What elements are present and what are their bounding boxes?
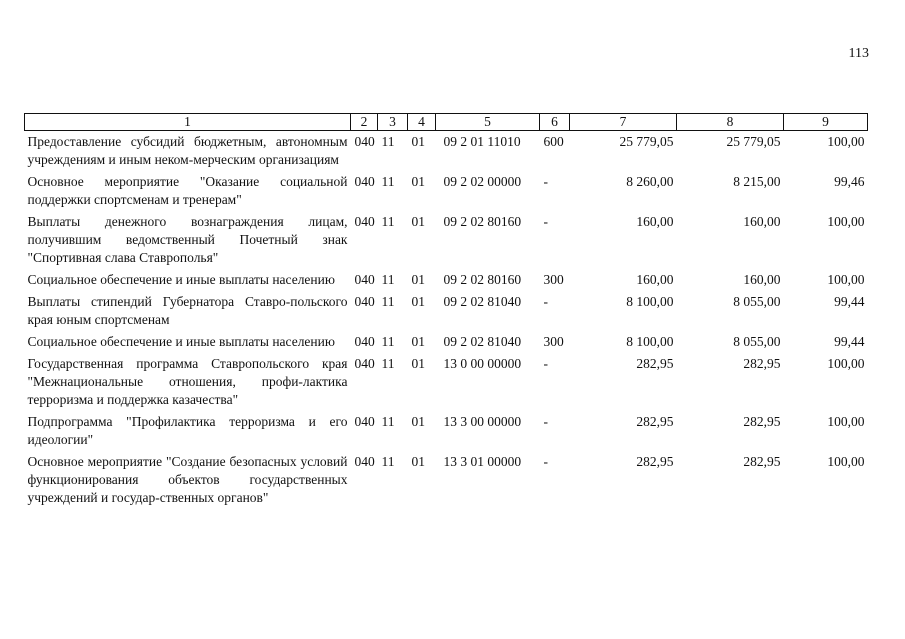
- planned-amount: 282,95: [636, 356, 674, 371]
- row-name: Выплаты денежного вознаграждения лицам, получившим ведомственный Почетный знак "Спортивная слава Ставрополья": [27, 214, 348, 265]
- planned-amount: 282,95: [636, 414, 674, 429]
- column-header-6: 6: [540, 114, 570, 131]
- execution-percent: 99,44: [834, 334, 865, 349]
- row-name: Социальное обеспечение и иные выплаты населению: [27, 272, 335, 287]
- target-article-code: 09 2 02 81040: [443, 294, 522, 309]
- admin-code: 040: [354, 414, 375, 429]
- admin-code: 040: [354, 356, 375, 371]
- planned-amount: 8 260,00: [626, 174, 674, 189]
- section-code: 11: [381, 214, 395, 229]
- planned-amount: 8 100,00: [626, 334, 674, 349]
- subsection-code: 01: [411, 174, 425, 189]
- execution-percent: 100,00: [827, 134, 865, 149]
- expense-type-code: 300: [543, 334, 564, 349]
- subsection-code: 01: [411, 454, 425, 469]
- executed-amount: 8 055,00: [733, 294, 781, 309]
- column-header-8: 8: [677, 114, 784, 131]
- executed-amount: 160,00: [743, 214, 781, 229]
- section-code: 11: [381, 272, 395, 287]
- expense-type-code: 600: [543, 134, 564, 149]
- planned-amount: 160,00: [636, 272, 674, 287]
- subsection-code: 01: [411, 334, 425, 349]
- column-header-3: 3: [378, 114, 408, 131]
- execution-percent: 99,44: [834, 294, 865, 309]
- subsection-code: 01: [411, 414, 425, 429]
- column-header-9: 9: [784, 114, 868, 131]
- execution-percent: 100,00: [827, 356, 865, 371]
- table-row: [25, 131, 868, 172]
- subsection-code: 01: [411, 294, 425, 309]
- table-row: [25, 353, 868, 411]
- expense-type-code: -: [543, 414, 548, 429]
- table-row: [25, 171, 868, 211]
- admin-code: 040: [354, 294, 375, 309]
- executed-amount: 282,95: [743, 356, 781, 371]
- table-row: [25, 269, 868, 291]
- target-article-code: 13 0 00 00000: [443, 356, 522, 371]
- executed-amount: 25 779,05: [726, 134, 781, 149]
- execution-percent: 100,00: [827, 454, 865, 469]
- target-article-code: 09 2 02 80160: [443, 272, 522, 287]
- table-row: [25, 211, 868, 269]
- executed-amount: 282,95: [743, 454, 781, 469]
- expense-type-code: -: [543, 174, 548, 189]
- expense-type-code: -: [543, 294, 548, 309]
- target-article-code: 09 2 02 81040: [443, 334, 522, 349]
- expense-type-code: -: [543, 356, 548, 371]
- row-name: Основное мероприятие "Оказание социальной поддержки спортсменам и тренерам": [27, 174, 348, 207]
- row-name: Социальное обеспечение и иные выплаты населению: [27, 334, 335, 349]
- execution-percent: 100,00: [827, 272, 865, 287]
- section-code: 11: [381, 414, 395, 429]
- row-name: Основное мероприятие "Создание безопасных условий функционирования объектов государственных учреждений и государ-ственных органов": [27, 454, 348, 505]
- execution-percent: 99,46: [834, 174, 865, 189]
- admin-code: 040: [354, 454, 375, 469]
- admin-code: 040: [354, 214, 375, 229]
- budget-table: [24, 113, 868, 509]
- expense-type-code: -: [543, 214, 548, 229]
- column-header-5: 5: [436, 114, 540, 131]
- row-name: Подпрограмма "Профилактика терроризма и его идеологии": [27, 414, 348, 447]
- table-row: [25, 331, 868, 353]
- row-name: Выплаты стипендий Губернатора Ставро-польского края юным спортсменам: [27, 294, 348, 327]
- executed-amount: 8 055,00: [733, 334, 781, 349]
- planned-amount: 25 779,05: [619, 134, 674, 149]
- expense-type-code: 300: [543, 272, 564, 287]
- target-article-code: 13 3 01 00000: [443, 454, 522, 469]
- section-code: 11: [381, 356, 395, 371]
- target-article-code: 13 3 00 00000: [443, 414, 522, 429]
- execution-percent: 100,00: [827, 214, 865, 229]
- table-row: [25, 291, 868, 331]
- table-header: [25, 114, 868, 131]
- executed-amount: 8 215,00: [733, 174, 781, 189]
- section-code: 11: [381, 294, 395, 309]
- admin-code: 040: [354, 134, 375, 149]
- section-code: 11: [381, 334, 395, 349]
- section-code: 11: [381, 174, 395, 189]
- row-name: Государственная программа Ставропольского края "Межнациональные отношения, профи-лактика терроризма и поддержка казачества": [27, 356, 348, 407]
- column-header-2: 2: [351, 114, 378, 131]
- planned-amount: 282,95: [636, 454, 674, 469]
- planned-amount: 8 100,00: [626, 294, 674, 309]
- planned-amount: 160,00: [636, 214, 674, 229]
- table-body: [25, 131, 868, 510]
- table-row: [25, 451, 868, 509]
- target-article-code: 09 2 01 11010: [443, 134, 521, 149]
- subsection-code: 01: [411, 214, 425, 229]
- executed-amount: 160,00: [743, 272, 781, 287]
- subsection-code: 01: [411, 134, 425, 149]
- admin-code: 040: [354, 334, 375, 349]
- admin-code: 040: [354, 174, 375, 189]
- executed-amount: 282,95: [743, 414, 781, 429]
- table-row: [25, 411, 868, 451]
- section-code: 11: [381, 134, 395, 149]
- column-header-1: 1: [25, 114, 351, 131]
- admin-code: 040: [354, 272, 375, 287]
- section-code: 11: [381, 454, 395, 469]
- column-header-4: 4: [408, 114, 436, 131]
- expense-type-code: -: [543, 454, 548, 469]
- target-article-code: 09 2 02 80160: [443, 214, 522, 229]
- page-number: 113: [848, 46, 869, 61]
- column-header-7: 7: [570, 114, 677, 131]
- execution-percent: 100,00: [827, 414, 865, 429]
- subsection-code: 01: [411, 356, 425, 371]
- subsection-code: 01: [411, 272, 425, 287]
- target-article-code: 09 2 02 00000: [443, 174, 522, 189]
- row-name: Предоставление субсидий бюджетным, автономным учреждениям и иным неком-мерческим организациям: [27, 134, 348, 167]
